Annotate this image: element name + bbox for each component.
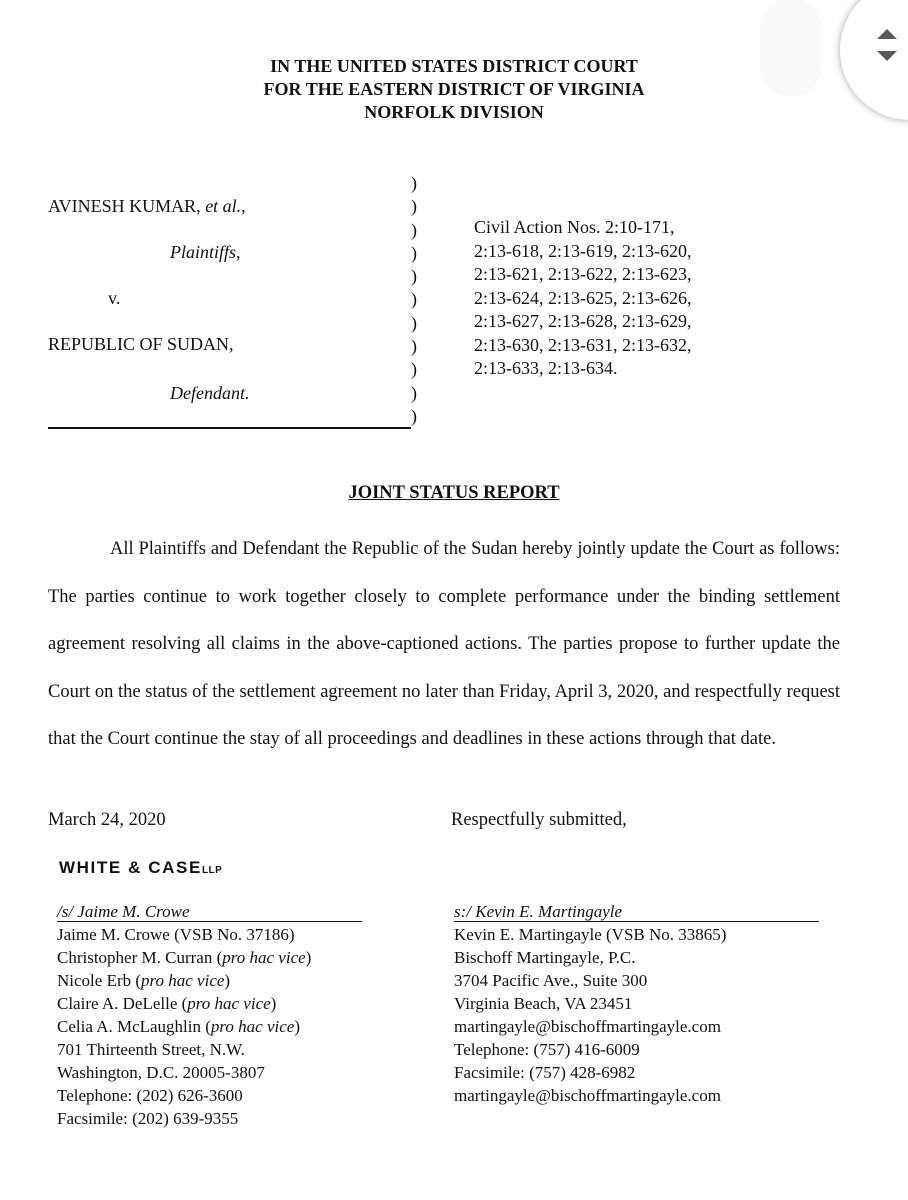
respectfully-submitted: Respectfully submitted, <box>451 810 627 830</box>
case-number-line: 2:13-624, 2:13-625, 2:13-626, <box>474 287 692 308</box>
case-numbers <box>474 216 692 381</box>
document-title: JOINT STATUS REPORT <box>348 483 560 503</box>
address-line: 701 Thirteenth Street, N.W. <box>57 1040 245 1059</box>
address-line: Washington, D.C. 20005-3807 <box>57 1063 265 1082</box>
signature-line: s:/ Kevin E. Martingayle <box>454 902 819 922</box>
caption-rule <box>48 427 411 429</box>
filing-date: March 24, 2020 <box>48 810 166 830</box>
email-line: martingayle@bischoffmartingayle.com <box>454 1017 721 1036</box>
fax-line: Facsimile: (202) 639-9355 <box>57 1109 239 1128</box>
left-signature-block <box>57 900 362 1130</box>
counsel-line: Kevin E. Martingayle (VSB No. 33865) <box>454 925 727 944</box>
court-name-line-2: FOR THE EASTERN DISTRICT OF VIRGINIA <box>263 79 645 99</box>
firm-logo: WHITE & CASELLP <box>59 858 223 877</box>
caret-up-icon[interactable] <box>877 29 897 39</box>
firm-line: Bischoff Martingayle, P.C. <box>454 948 636 967</box>
phone-line: Telephone: (202) 626-3600 <box>57 1086 243 1105</box>
fax-line: Facsimile: (757) 428-6982 <box>454 1063 636 1082</box>
address-line: 3704 Pacific Ave., Suite 300 <box>454 971 648 990</box>
signature-line: /s/ Jaime M. Crowe <box>57 902 362 922</box>
defendant-name: REPUBLIC OF SUDAN, <box>48 334 234 354</box>
phone-line: Telephone: (757) 416-6009 <box>454 1040 640 1059</box>
case-number-line: Civil Action Nos. 2:10-171, <box>474 217 675 237</box>
counsel-line: Nicole Erb (pro hac vice) <box>57 971 231 990</box>
case-number-line: 2:13-633, 2:13-634. <box>474 358 618 378</box>
case-number-line: 2:13-627, 2:13-628, 2:13-629, <box>474 311 692 331</box>
right-signature-block <box>454 900 819 1107</box>
counsel-line: Claire A. DeLelle (pro hac vice) <box>57 994 277 1013</box>
scroll-track[interactable] <box>762 0 820 95</box>
address-line: Virginia Beach, VA 23451 <box>454 994 633 1013</box>
case-number-line: 2:13-618, 2:13-619, 2:13-620, <box>474 240 692 261</box>
counsel-line: Jaime M. Crowe (VSB No. 37186) <box>57 925 295 944</box>
court-division: NORFOLK DIVISION <box>364 102 544 122</box>
plaintiff-role: Plaintiffs, <box>170 242 241 262</box>
versus-label: v. <box>108 288 121 308</box>
plaintiff-name: AVINESH KUMAR, et al., <box>48 196 246 216</box>
case-number-line: 2:13-621, 2:13-622, 2:13-623, <box>474 264 692 284</box>
email-line: martingayle@bischoffmartingayle.com <box>454 1086 721 1105</box>
counsel-line: Christopher M. Curran (pro hac vice) <box>57 948 312 967</box>
caret-down-icon[interactable] <box>877 51 897 61</box>
caption-parentheses: ) ) ) ) ) ) ) ) ) ) ) <box>411 173 417 426</box>
defendant-role: Defendant. <box>170 383 250 403</box>
case-number-line: 2:13-630, 2:13-631, 2:13-632, <box>474 334 692 355</box>
report-body: All Plaintiffs and Defendant the Republic of the Sudan hereby jointly update the Court as follows: The parties continue to work together closely to complete performance under the binding settlement agreement resolving all claims in the above-captioned actions. The parties propose to further update the Court on the status of the settlement agreement no later than Friday, April 3, 2020, and respectfully request that the Court continue the stay of all proceedings and deadlines in these actions through that date. <box>48 539 840 749</box>
court-name-line-1: IN THE UNITED STATES DISTRICT COURT <box>270 56 638 76</box>
counsel-line: Celia A. McLaughlin (pro hac vice) <box>57 1017 300 1036</box>
